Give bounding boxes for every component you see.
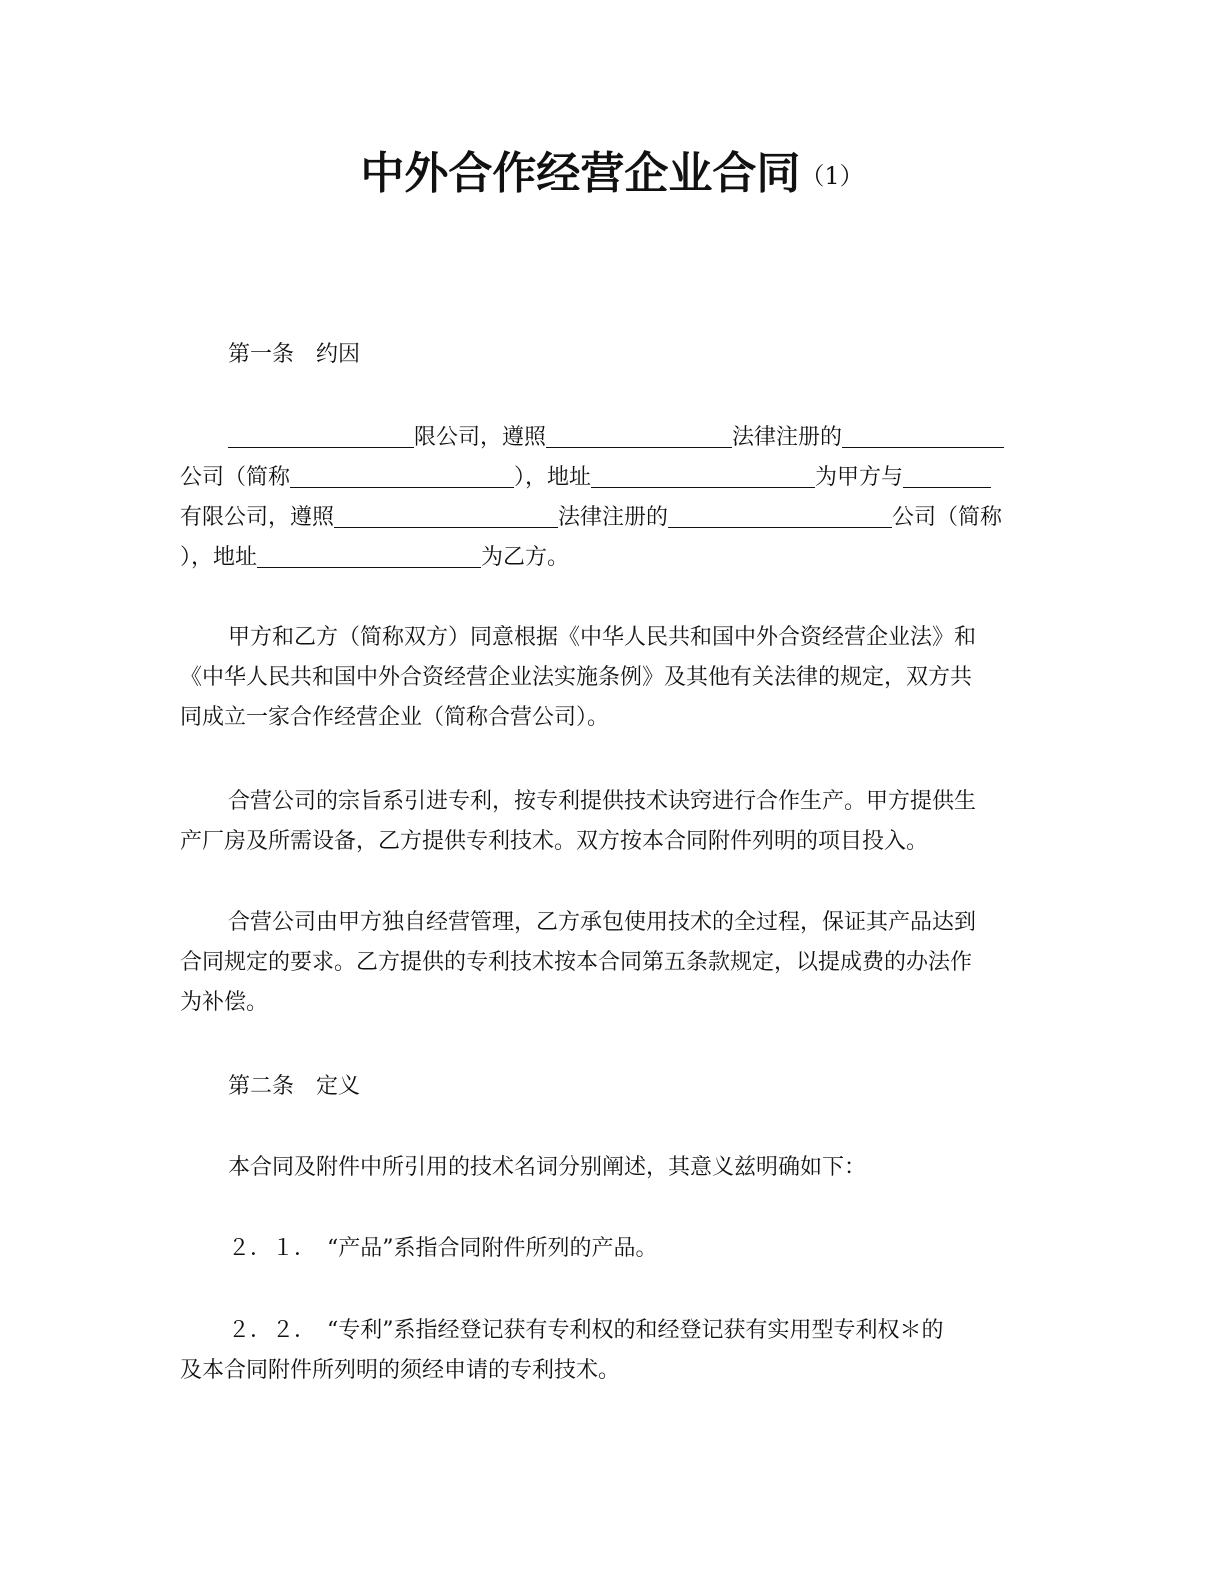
management-paragraph: [180, 903, 1036, 1023]
definition-item-2-1: ２．１． “产品”系指合同附件所列的产品。: [228, 1236, 658, 1261]
parties-line-4: ），地址 为乙方。: [180, 538, 1036, 578]
paragraph-line: 合同规定的要求。乙方提供的专利技术按本合同第五条款规定，以提成费的办法作: [180, 950, 973, 975]
blank-field[interactable]: [257, 541, 481, 568]
blank-field[interactable]: [228, 421, 414, 448]
parties-line-1: 限公司，遵照 法律注册的: [180, 418, 1036, 458]
blank-field[interactable]: [546, 421, 732, 448]
paragraph-line: 及本合同附件所列明的须经申请的专利技术。: [180, 1358, 621, 1383]
definitions-intro: 本合同及附件中所引用的技术名词分别阐述，其意义兹明确如下：: [228, 1155, 867, 1180]
title-main: 中外合作经营企业合同: [360, 148, 801, 199]
blank-field[interactable]: [290, 461, 514, 488]
blank-field[interactable]: [842, 421, 1004, 448]
parties-paragraph: [180, 418, 1036, 578]
parties-line-2: 公司（简称 ），地址 为甲方与: [180, 458, 1036, 498]
paragraph-line: 为补偿。: [180, 990, 269, 1015]
article-2-heading: 第二条 定义: [228, 1074, 361, 1099]
blank-field[interactable]: [334, 501, 558, 528]
title-suffix: （1）: [800, 162, 864, 190]
legal-basis-paragraph: [180, 618, 1036, 738]
purpose-paragraph: [180, 782, 1036, 862]
paragraph-line: ２．２． “专利”系指经登记获有专利权的和经登记获有实用型专利权＊的: [228, 1318, 944, 1343]
article-1-heading: 第一条 约因: [228, 342, 361, 367]
paragraph-line: 《中华人民共和国中外合资经营企业法实施条例》及其他有关法律的规定，双方共: [180, 665, 973, 690]
paragraph-line: 合营公司由甲方独自经营管理，乙方承包使用技术的全过程，保证其产品达到: [228, 910, 977, 935]
blank-field[interactable]: [903, 461, 991, 488]
paragraph-line: 产厂房及所需设备，乙方提供专利技术。双方按本合同附件列明的项目投入。: [180, 829, 929, 854]
paragraph-line: 同成立一家合作经营企业（简称合营公司）。: [180, 705, 610, 730]
definition-item-2-2: [180, 1311, 1036, 1391]
paragraph-line: 甲方和乙方（简称双方）同意根据《中华人民共和国中外合资经营企业法》和: [228, 625, 977, 650]
document-title: [0, 146, 1224, 204]
blank-field[interactable]: [591, 461, 815, 488]
parties-line-3: 有限公司，遵照 法律注册的 公司（简称: [180, 498, 1036, 538]
paragraph-line: 合营公司的宗旨系引进专利，按专利提供技术诀窍进行合作生产。甲方提供生: [228, 789, 977, 814]
blank-field[interactable]: [668, 501, 892, 528]
